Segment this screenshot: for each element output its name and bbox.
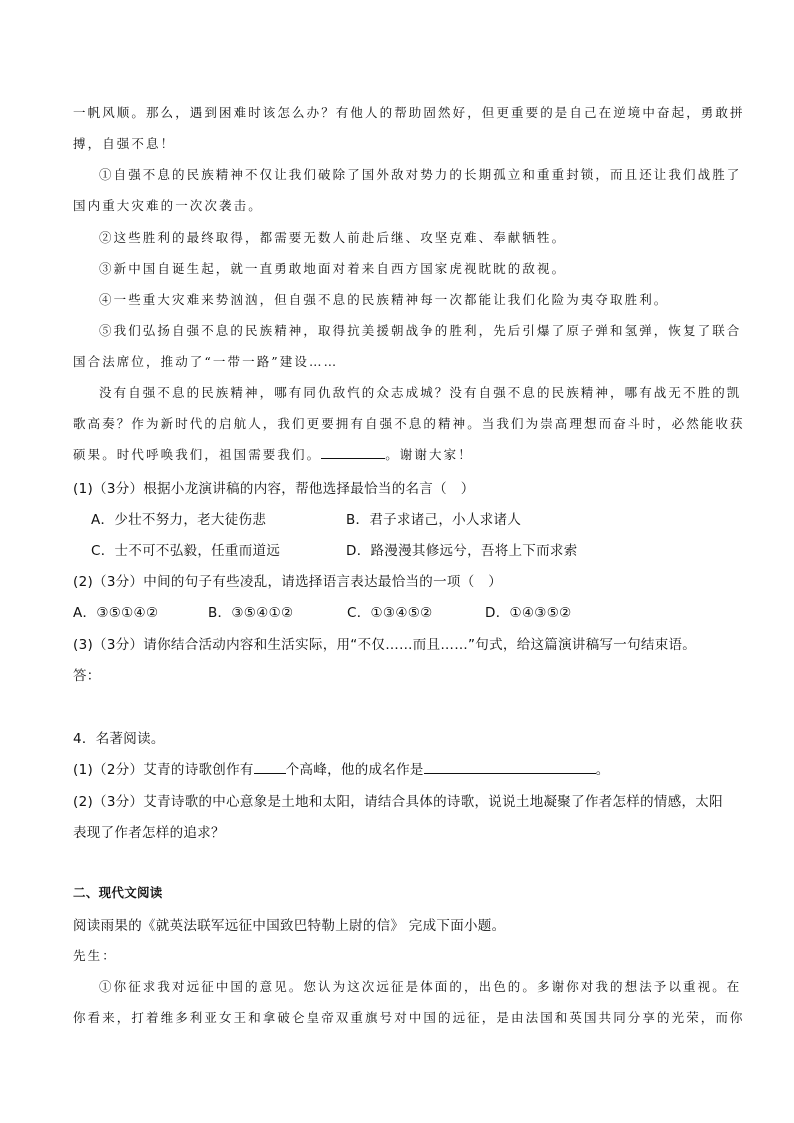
passage-text: 硕果。时代呼唤我们，祖国需要我们。 xyxy=(73,447,322,462)
passage-paragraph-line: 搏，自强不息！ xyxy=(73,136,176,151)
question-2-option-d[interactable]: D．①④③⑤② xyxy=(485,605,572,621)
question-1-option-c[interactable]: C．士不可不弘毅，任重而道远 xyxy=(91,543,281,559)
question-text: (1)（2分）艾青的诗歌创作有 xyxy=(73,762,254,778)
reading-intro: 阅读雨果的《就英法联军远征中国致巴特勒上尉的信》 完成下面小题。 xyxy=(73,918,506,934)
sentence-1-line: ①自强不息的民族精神不仅让我们破除了国外敌对势力的长期孤立和重重封锁，而且还让我们战胜了 xyxy=(99,167,742,182)
question-3-stem: (3)（3分）请你结合活动内容和生活实际，用“不仅……而且……”句式，给这篇演讲稿写一句结束语。 xyxy=(73,637,697,653)
letter-paragraph-line: 你看来，打着维多利亚女王和拿破仑皇帝双重旗号对中国的远征，是由法国和英国共同分享的光荣，而你 xyxy=(73,1010,745,1025)
question-1-option-a[interactable]: A．少壮不努力，老大徒伤悲 xyxy=(91,512,267,528)
answer-label: 答： xyxy=(73,668,101,684)
sentence-5-line: 国合法席位，推动了“一带一路”建设…… xyxy=(73,354,339,369)
question-1-stem: (1)（3分）根据小龙演讲稿的内容，帮他选择最恰当的名言（ ） xyxy=(73,481,475,497)
letter-paragraph-line: ①你征求我对远征中国的意见。您认为这次远征是体面的，出色的。多谢你对我的想法予以重视。在 xyxy=(99,979,742,994)
section-2-heading: 二、现代文阅读 xyxy=(73,885,163,900)
question-1-option-b[interactable]: B．君子求诸己，小人求诸人 xyxy=(346,512,522,528)
sentence-5-line: ⑤我们弘扬自强不息的民族精神，取得抗美援朝战争的胜利，先后引爆了原子弹和氢弹，恢复了联合 xyxy=(99,323,742,338)
question-text: 个高峰，他的成名作是 xyxy=(285,762,424,778)
section-4-title: 4．名著阅读。 xyxy=(73,731,165,747)
section-4-question-2-line: (2)（3分）艾青诗歌的中心意象是土地和太阳，请结合具体的诗歌，说说土地凝聚了作者怎样的情感，太阳 xyxy=(73,794,723,810)
fill-blank[interactable] xyxy=(254,761,286,774)
question-1-option-d[interactable]: D．路漫漫其修远兮，吾将上下而求索 xyxy=(346,543,578,559)
passage-paragraph-line: 没有自强不息的民族精神，哪有同仇敌忾的众志成城？没有自强不息的民族精神，哪有战无不胜的凯 xyxy=(99,385,742,400)
section-4-question-1 xyxy=(73,758,721,778)
sentence-3: ③新中国自诞生起，就一直勇敢地面对着来自西方国家虎视眈眈的敌视。 xyxy=(99,261,567,276)
question-2-option-c[interactable]: C．①③④⑤② xyxy=(347,605,433,621)
fill-blank[interactable] xyxy=(321,446,385,459)
sentence-2: ②这些胜利的最终取得，都需要无数人前赴后继、攻坚克难、奉献牺牲。 xyxy=(99,230,567,245)
letter-salutation: 先生： xyxy=(73,948,117,963)
passage-paragraph-line: 歌高奏？作为新时代的启航人，我们更要拥有自强不息的精神。当我们为崇高理想而奋斗时，必然能收获 xyxy=(73,416,745,431)
fill-blank[interactable] xyxy=(424,761,596,774)
passage-text: 。谢谢大家！ xyxy=(385,447,473,462)
passage-paragraph-line: 一帆风顺。那么，遇到困难时该怎么办？有他人的帮助固然好，但更重要的是自己在逆境中奋起，勇敢拼 xyxy=(73,105,745,120)
passage-paragraph-line xyxy=(73,445,721,463)
sentence-1-line: 国内重大灾难的一次次袭击。 xyxy=(73,198,263,213)
question-text: 。 xyxy=(595,762,610,778)
question-2-stem: (2)（3分）中间的句子有些凌乱，请选择语言表达最恰当的一项（ ） xyxy=(73,574,503,590)
question-2-option-a[interactable]: A．③⑤①④② xyxy=(73,605,159,621)
question-2-option-b[interactable]: B．③⑤④①② xyxy=(208,605,294,621)
section-4-question-2-line: 表现了作者怎样的追求？ xyxy=(73,825,225,841)
sentence-4: ④一些重大灾难来势汹汹，但自强不息的民族精神每一次都能让我们化险为夷夺取胜利。 xyxy=(99,292,669,307)
